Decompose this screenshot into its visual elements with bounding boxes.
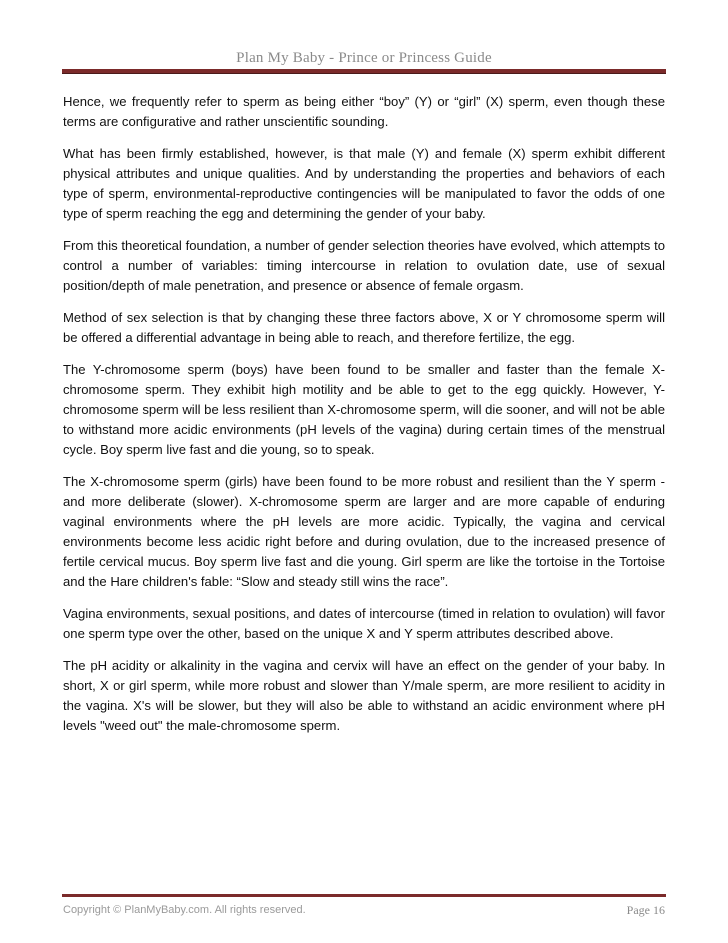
footer-rule [62,894,666,897]
paragraph-7: Vagina environments, sexual positions, and dates of intercourse (timed in relation to ovulation) will favor one sperm type over the other, based on the unique X and Y sperm attributes described above. [63,606,665,641]
paragraph-6: The X-chromosome sperm (girls) have been found to be more robust and resilient than the Y sperm - and more deliberate (slower). X-chromosome sperm are larger and are more capable of enduring vaginal environments where the pH levels are more acidic. Typically, the vagina and cervical environments become less acidic right before and during ovulation, due to the increased presence of fertile cervical mucus. Boy sperm live fast and die young. Girl sperm are like the tortoise in the Tortoise and the Hare children's fable: “Slow and steady still wins the race”. [63,474,665,589]
header-rule [62,69,666,74]
page-header-title: Plan My Baby - Prince or Princess Guide [236,50,492,66]
paragraph-5: The Y-chromosome sperm (boys) have been found to be smaller and faster than the female X-chromosome sperm. They exhibit high motility and be able to get to the egg quickly. However, Y-chromosome sperm will be less resilient than X-chromosome sperm, will die sooner, and will not be able to withstand more acidic environments (pH levels of the vagina) during certain times of the menstrual cycle. Boy sperm live fast and die young, so to speak. [63,362,665,457]
page-number: Page 16 [626,903,665,917]
paragraph-3: From this theoretical foundation, a number of gender selection theories have evolved, which attempts to control a number of variables: timing intercourse in relation to ovulation date, use of sexual position/depth of male penetration, and presence or absence of female orgasm. [63,238,665,293]
paragraph-2: What has been firmly established, however, is that male (Y) and female (X) sperm exhibit different physical attributes and unique qualities. And by understanding the properties and behaviors of each type of sperm, environmental-reproductive contingencies will be manipulated to favor the odds of one type of sperm reaching the egg and determining the gender of your baby. [63,146,665,221]
paragraph-4: Method of sex selection is that by changing these three factors above, X or Y chromosome sperm will be offered a differential advantage in being able to reach, and therefore fertilize, the egg. [63,310,665,345]
paragraph-8: The pH acidity or alkalinity in the vagina and cervix will have an effect on the gender of your baby. In short, X or girl sperm, while more robust and slower than Y/male sperm, are more resilient to acidity in the vagina. X's will be slower, but they will also be able to withstand an acidic environment where pH levels "weed out" the male-chromosome sperm. [63,658,665,733]
document-body [63,92,665,748]
paragraph-1: Hence, we frequently refer to sperm as being either “boy” (Y) or “girl” (X) sperm, even though these terms are configurative and rather unscientific sounding. [63,94,665,129]
footer-copyright: Copyright © PlanMyBaby.com. All rights reserved. [63,904,306,916]
